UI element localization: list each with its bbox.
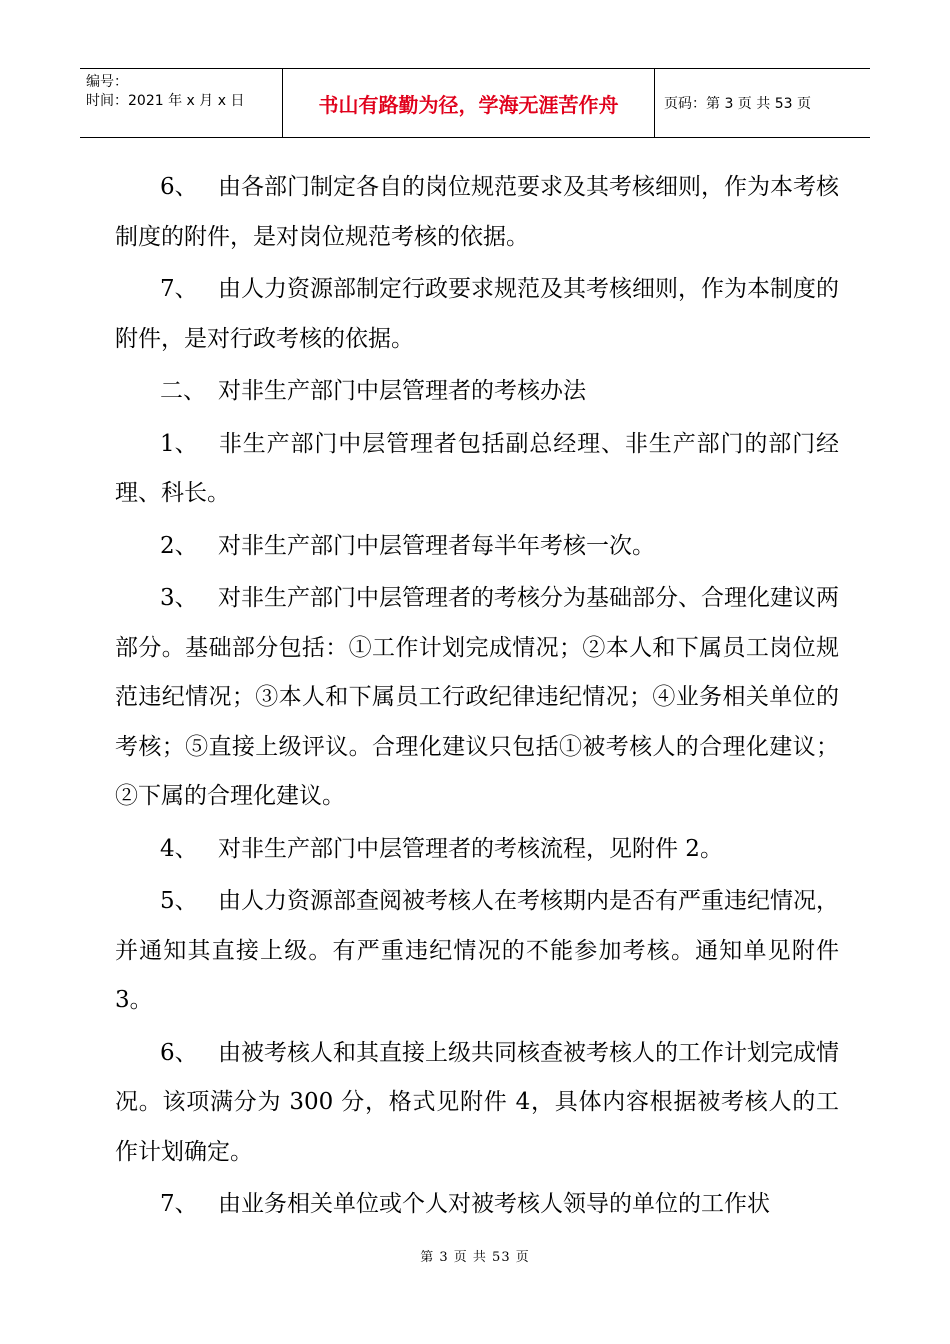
paragraph-text: 对非生产部门中层管理者每半年考核一次。 [218,532,655,559]
paragraph-text: 由人力资源部查阅被考核人在考核期内是否有严重违纪情况，并通知其直接上级。有严重违纪情况的不能参加考核。通知单见附件 3。 [115,888,839,1013]
header-meta [80,69,283,137]
paragraph-number: 2、 [160,532,198,559]
paragraph [115,1180,839,1230]
header-motto: 书山有路勤为径，学海无涯苦作舟 [283,69,655,137]
document-date: 时间：2021 年 x 月 x 日 [86,93,245,109]
paragraph-text: 对非生产部门中层管理者的考核分为基础部分、合理化建议两部分。基础部分包括：①工作计划完成情况；②本人和下属员工岗位规范违纪情况；③本人和下属员工行政纪律违纪情况；④业务相关单位的考核；⑤直接上级评议。合理化建议只包括①被考核人的合理化建议；②下属的合理化建议。 [115,585,839,809]
paragraph-number: 5、 [160,888,198,914]
paragraph [115,265,839,364]
paragraph [115,163,839,262]
paragraph-number: 1、 [160,430,198,457]
paragraph [115,877,839,1026]
paragraph [115,1029,839,1178]
page-header [80,68,870,138]
paragraph [115,420,839,519]
paragraph-number: 4、 [160,835,198,862]
paragraph [115,522,839,572]
paragraph-text: 由被考核人和其直接上级共同核查被考核人的工作计划完成情况。该项满分为 300 分，格式见附件 4，具体内容根据被考核人的工作计划确定。 [115,1039,839,1165]
paragraph-text: 由各部门制定各自的岗位规范要求及其考核细则，作为本考核制度的附件，是对岗位规范考核的依据。 [115,174,839,250]
paragraph-number: 7、 [160,276,198,302]
paragraph [115,825,839,875]
paragraph-text: 非生产部门中层管理者包括副总经理、非生产部门的部门经理、科长。 [115,430,839,506]
paragraph [115,574,839,822]
header-page-info: 页码：第 3 页 共 53 页 [664,96,811,112]
paragraph-text: 对非生产部门中层管理者的考核流程，见附件 2。 [218,835,723,862]
paragraph-number: 6、 [160,1039,198,1066]
section-heading [115,367,839,417]
document-body [115,163,839,1233]
section-title: 对非生产部门中层管理者的考核办法 [218,378,586,404]
paragraph-text: 由业务相关单位或个人对被考核人领导的单位的工作状 [218,1191,770,1217]
document-number-label: 编号： [86,74,128,90]
section-number: 二、 [160,378,206,404]
paragraph-number: 6、 [160,174,198,200]
paragraph-number: 3、 [160,585,198,611]
paragraph-text: 由人力资源部制定行政要求规范及其考核细则，作为本制度的附件，是对行政考核的依据。 [115,276,839,352]
page-footer: 第 3 页 共 53 页 [420,1250,530,1265]
paragraph-number: 7、 [160,1191,198,1217]
